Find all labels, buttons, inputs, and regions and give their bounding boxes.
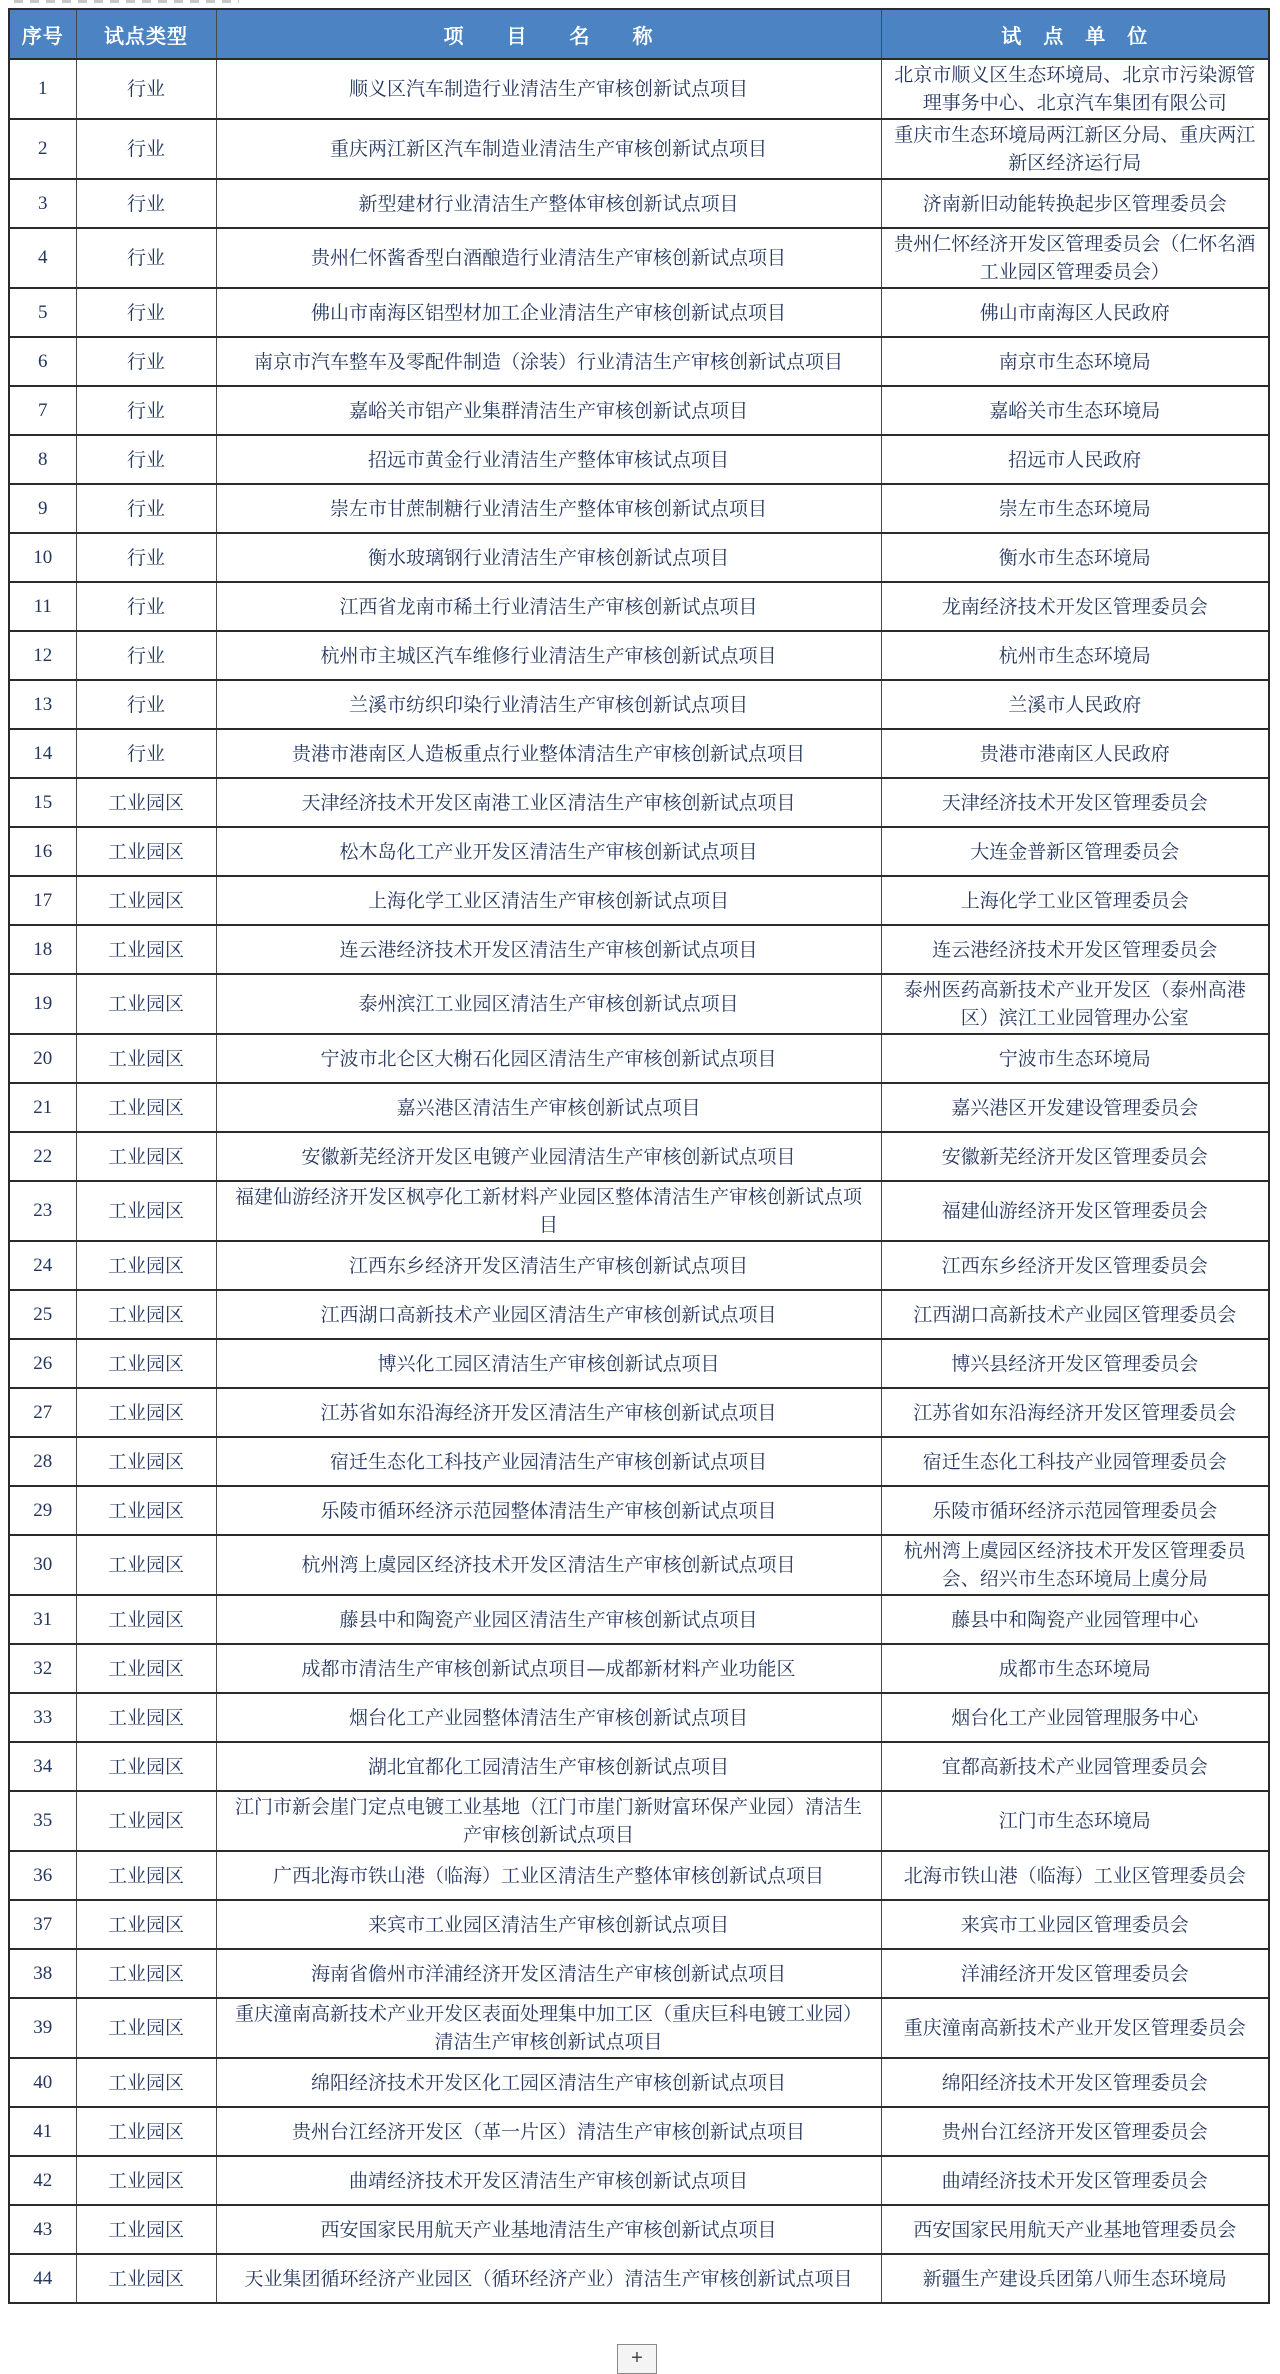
cell-pilot-unit: 江西东乡经济开发区管理委员会 [881, 1241, 1269, 1290]
table-row [9, 974, 1269, 1034]
cell-row-number: 38 [9, 1949, 76, 1998]
cell-pilot-unit: 大连金普新区管理委员会 [881, 827, 1269, 876]
cell-pilot-unit: 泰州医药高新技术产业开发区（泰州高港区）滨江工业园管理办公室 [881, 974, 1269, 1034]
table-row [9, 2107, 1269, 2156]
cell-project-name: 重庆潼南高新技术产业开发区表面处理集中加工区（重庆巨科电镀工业园）清洁生产审核创新试点项目 [216, 1998, 881, 2058]
table-row [9, 729, 1269, 778]
table-row [9, 1949, 1269, 1998]
cell-project-name: 湖北宜都化工园清洁生产审核创新试点项目 [216, 1742, 881, 1791]
table-row [9, 1595, 1269, 1644]
cell-pilot-unit: 嘉峪关市生态环境局 [881, 386, 1269, 435]
cell-pilot-type: 工业园区 [76, 1535, 216, 1595]
cell-pilot-type: 工业园区 [76, 1851, 216, 1900]
cell-row-number: 23 [9, 1181, 76, 1241]
cell-pilot-unit: 杭州市生态环境局 [881, 631, 1269, 680]
table-row [9, 435, 1269, 484]
cell-pilot-unit: 衡水市生态环境局 [881, 533, 1269, 582]
cell-row-number: 3 [9, 179, 76, 228]
table-row [9, 1388, 1269, 1437]
cell-pilot-type: 工业园区 [76, 2058, 216, 2107]
cell-pilot-type: 工业园区 [76, 2107, 216, 2156]
cell-row-number: 19 [9, 974, 76, 1034]
cell-pilot-unit: 重庆市生态环境局两江新区分局、重庆两江新区经济运行局 [881, 119, 1269, 179]
cell-row-number: 33 [9, 1693, 76, 1742]
cell-project-name: 杭州湾上虞园区经济技术开发区清洁生产审核创新试点项目 [216, 1535, 881, 1595]
cell-project-name: 顺义区汽车制造行业清洁生产审核创新试点项目 [216, 59, 881, 119]
cell-row-number: 35 [9, 1791, 76, 1851]
cell-row-number: 7 [9, 386, 76, 435]
cell-project-name: 贵州台江经济开发区（革一片区）清洁生产审核创新试点项目 [216, 2107, 881, 2156]
pilot-project-table [8, 8, 1270, 2304]
table-row [9, 337, 1269, 386]
cell-project-name: 重庆两江新区汽车制造业清洁生产审核创新试点项目 [216, 119, 881, 179]
cell-project-name: 海南省儋州市洋浦经济开发区清洁生产审核创新试点项目 [216, 1949, 881, 1998]
cell-pilot-type: 工业园区 [76, 2205, 216, 2254]
cell-pilot-type: 行业 [76, 533, 216, 582]
table-row [9, 1290, 1269, 1339]
cell-row-number: 6 [9, 337, 76, 386]
table-body [9, 59, 1269, 2303]
cell-pilot-unit: 兰溪市人民政府 [881, 680, 1269, 729]
cell-pilot-unit: 江苏省如东沿海经济开发区管理委员会 [881, 1388, 1269, 1437]
cell-pilot-type: 工业园区 [76, 827, 216, 876]
table-row [9, 1851, 1269, 1900]
cell-row-number: 15 [9, 778, 76, 827]
table-row [9, 680, 1269, 729]
cell-project-name: 绵阳经济技术开发区化工园区清洁生产审核创新试点项目 [216, 2058, 881, 2107]
table-row [9, 1132, 1269, 1181]
cell-pilot-type: 工业园区 [76, 1388, 216, 1437]
cell-project-name: 天业集团循环经济产业园区（循环经济产业）清洁生产审核创新试点项目 [216, 2254, 881, 2303]
cell-project-name: 天津经济技术开发区南港工业区清洁生产审核创新试点项目 [216, 778, 881, 827]
cell-row-number: 32 [9, 1644, 76, 1693]
cell-pilot-unit: 福建仙游经济开发区管理委员会 [881, 1181, 1269, 1241]
cell-row-number: 25 [9, 1290, 76, 1339]
cell-pilot-type: 工业园区 [76, 1034, 216, 1083]
table-row [9, 288, 1269, 337]
cell-project-name: 泰州滨江工业园区清洁生产审核创新试点项目 [216, 974, 881, 1034]
cell-row-number: 41 [9, 2107, 76, 2156]
cell-pilot-type: 工业园区 [76, 778, 216, 827]
cell-row-number: 27 [9, 1388, 76, 1437]
cell-pilot-unit: 天津经济技术开发区管理委员会 [881, 778, 1269, 827]
cell-pilot-type: 工业园区 [76, 1486, 216, 1535]
cell-row-number: 10 [9, 533, 76, 582]
cell-project-name: 安徽新芜经济开发区电镀产业园清洁生产审核创新试点项目 [216, 1132, 881, 1181]
cell-project-name: 南京市汽车整车及零配件制造（涂装）行业清洁生产审核创新试点项目 [216, 337, 881, 386]
cell-pilot-type: 工业园区 [76, 1949, 216, 1998]
cell-pilot-type: 工业园区 [76, 1998, 216, 2058]
table-row [9, 1181, 1269, 1241]
table-row [9, 1486, 1269, 1535]
cell-row-number: 13 [9, 680, 76, 729]
table-row [9, 1791, 1269, 1851]
table-row [9, 2254, 1269, 2303]
cell-project-name: 连云港经济技术开发区清洁生产审核创新试点项目 [216, 925, 881, 974]
cell-project-name: 崇左市甘蔗制糖行业清洁生产整体审核创新试点项目 [216, 484, 881, 533]
cell-project-name: 松木岛化工产业开发区清洁生产审核创新试点项目 [216, 827, 881, 876]
cell-row-number: 28 [9, 1437, 76, 1486]
cell-pilot-unit: 嘉兴港区开发建设管理委员会 [881, 1083, 1269, 1132]
cell-pilot-unit: 烟台化工产业园管理服务中心 [881, 1693, 1269, 1742]
cell-pilot-type: 行业 [76, 631, 216, 680]
cell-row-number: 43 [9, 2205, 76, 2254]
cell-pilot-unit: 招远市人民政府 [881, 435, 1269, 484]
cell-project-name: 烟台化工产业园整体清洁生产审核创新试点项目 [216, 1693, 881, 1742]
cell-pilot-unit: 佛山市南海区人民政府 [881, 288, 1269, 337]
cell-project-name: 福建仙游经济开发区枫亭化工新材料产业园区整体清洁生产审核创新试点项目 [216, 1181, 881, 1241]
cell-row-number: 39 [9, 1998, 76, 2058]
table-row [9, 1034, 1269, 1083]
cell-pilot-type: 工业园区 [76, 1437, 216, 1486]
cell-pilot-type: 行业 [76, 337, 216, 386]
cell-project-name: 贵港市港南区人造板重点行业整体清洁生产审核创新试点项目 [216, 729, 881, 778]
cell-row-number: 44 [9, 2254, 76, 2303]
cell-pilot-unit: 新疆生产建设兵团第八师生态环境局 [881, 2254, 1269, 2303]
table-row [9, 2058, 1269, 2107]
header-cell-no: 序号 [9, 9, 76, 59]
cell-pilot-unit: 藤县中和陶瓷产业园管理中心 [881, 1595, 1269, 1644]
table-row [9, 2205, 1269, 2254]
header-cell-type: 试点类型 [76, 9, 216, 59]
cell-project-name: 曲靖经济技术开发区清洁生产审核创新试点项目 [216, 2156, 881, 2205]
cell-row-number: 36 [9, 1851, 76, 1900]
cell-project-name: 江门市新会崖门定点电镀工业基地（江门市崖门新财富环保产业园）清洁生产审核创新试点项目 [216, 1791, 881, 1851]
cell-row-number: 20 [9, 1034, 76, 1083]
cell-pilot-type: 工业园区 [76, 925, 216, 974]
cell-pilot-unit: 博兴县经济开发区管理委员会 [881, 1339, 1269, 1388]
cell-pilot-type: 行业 [76, 59, 216, 119]
cell-pilot-type: 工业园区 [76, 1900, 216, 1949]
cell-project-name: 藤县中和陶瓷产业园区清洁生产审核创新试点项目 [216, 1595, 881, 1644]
cell-pilot-type: 行业 [76, 729, 216, 778]
table-row [9, 1339, 1269, 1388]
cell-project-name: 成都市清洁生产审核创新试点项目—成都新材料产业功能区 [216, 1644, 881, 1693]
table-row [9, 631, 1269, 680]
table-row [9, 1900, 1269, 1949]
header-cell-project: 项 目 名 称 [216, 9, 881, 59]
cell-project-name: 博兴化工园区清洁生产审核创新试点项目 [216, 1339, 881, 1388]
cell-pilot-unit: 成都市生态环境局 [881, 1644, 1269, 1693]
cell-row-number: 18 [9, 925, 76, 974]
cell-pilot-unit: 北海市铁山港（临海）工业区管理委员会 [881, 1851, 1269, 1900]
cell-pilot-unit: 来宾市工业园区管理委员会 [881, 1900, 1269, 1949]
table-row [9, 2156, 1269, 2205]
table-row [9, 59, 1269, 119]
cell-pilot-unit: 连云港经济技术开发区管理委员会 [881, 925, 1269, 974]
cell-project-name: 江西湖口高新技术产业园区清洁生产审核创新试点项目 [216, 1290, 881, 1339]
cell-pilot-type: 工业园区 [76, 1083, 216, 1132]
table-row [9, 582, 1269, 631]
cell-pilot-unit: 龙南经济技术开发区管理委员会 [881, 582, 1269, 631]
cell-pilot-type: 工业园区 [76, 1791, 216, 1851]
cell-pilot-type: 工业园区 [76, 1132, 216, 1181]
cell-pilot-type: 工业园区 [76, 974, 216, 1034]
cell-row-number: 1 [9, 59, 76, 119]
cell-project-name: 宁波市北仑区大榭石化园区清洁生产审核创新试点项目 [216, 1034, 881, 1083]
cell-pilot-unit: 江西湖口高新技术产业园区管理委员会 [881, 1290, 1269, 1339]
table-row [9, 1437, 1269, 1486]
table-row [9, 1241, 1269, 1290]
cell-row-number: 5 [9, 288, 76, 337]
cell-pilot-type: 工业园区 [76, 2156, 216, 2205]
table-row [9, 827, 1269, 876]
cell-pilot-type: 工业园区 [76, 1644, 216, 1693]
cell-pilot-type: 工业园区 [76, 1595, 216, 1644]
table-row [9, 228, 1269, 288]
cell-project-name: 嘉兴港区清洁生产审核创新试点项目 [216, 1083, 881, 1132]
table-row [9, 484, 1269, 533]
cell-row-number: 37 [9, 1900, 76, 1949]
table-row [9, 179, 1269, 228]
cell-pilot-unit: 崇左市生态环境局 [881, 484, 1269, 533]
cell-pilot-unit: 安徽新芜经济开发区管理委员会 [881, 1132, 1269, 1181]
cell-pilot-unit: 乐陵市循环经济示范园管理委员会 [881, 1486, 1269, 1535]
cell-project-name: 江苏省如东沿海经济开发区清洁生产审核创新试点项目 [216, 1388, 881, 1437]
cell-row-number: 8 [9, 435, 76, 484]
cell-project-name: 上海化学工业区清洁生产审核创新试点项目 [216, 876, 881, 925]
cell-pilot-unit: 贵州仁怀经济开发区管理委员会（仁怀名酒工业园区管理委员会） [881, 228, 1269, 288]
cell-pilot-type: 工业园区 [76, 1290, 216, 1339]
cell-project-name: 新型建材行业清洁生产整体审核创新试点项目 [216, 179, 881, 228]
cell-pilot-unit: 宿迁生态化工科技产业园管理委员会 [881, 1437, 1269, 1486]
table-row [9, 1998, 1269, 2058]
cell-project-name: 宿迁生态化工科技产业园清洁生产审核创新试点项目 [216, 1437, 881, 1486]
cell-row-number: 24 [9, 1241, 76, 1290]
cell-pilot-type: 工业园区 [76, 876, 216, 925]
cell-pilot-unit: 宁波市生态环境局 [881, 1034, 1269, 1083]
header-cell-unit: 试 点 单 位 [881, 9, 1269, 59]
cell-pilot-unit: 西安国家民用航天产业基地管理委员会 [881, 2205, 1269, 2254]
cell-pilot-unit: 北京市顺义区生态环境局、北京市污染源管理事务中心、北京汽车集团有限公司 [881, 59, 1269, 119]
cell-pilot-unit: 洋浦经济开发区管理委员会 [881, 1949, 1269, 1998]
cell-pilot-unit: 济南新旧动能转换起步区管理委员会 [881, 179, 1269, 228]
table-row [9, 1535, 1269, 1595]
zoom-in-button[interactable]: + [617, 2344, 657, 2374]
cell-row-number: 40 [9, 2058, 76, 2107]
cell-row-number: 22 [9, 1132, 76, 1181]
cell-row-number: 17 [9, 876, 76, 925]
cell-row-number: 16 [9, 827, 76, 876]
cell-project-name: 嘉峪关市铝产业集群清洁生产审核创新试点项目 [216, 386, 881, 435]
table-row [9, 1644, 1269, 1693]
cell-pilot-type: 工业园区 [76, 2254, 216, 2303]
table-row [9, 119, 1269, 179]
cell-row-number: 30 [9, 1535, 76, 1595]
cell-pilot-type: 行业 [76, 484, 216, 533]
cell-project-name: 招远市黄金行业清洁生产整体审核试点项目 [216, 435, 881, 484]
cell-pilot-type: 工业园区 [76, 1181, 216, 1241]
cell-pilot-unit: 曲靖经济技术开发区管理委员会 [881, 2156, 1269, 2205]
cut-off-text-remnant [14, 0, 239, 3]
cell-pilot-type: 行业 [76, 228, 216, 288]
cell-project-name: 来宾市工业园区清洁生产审核创新试点项目 [216, 1900, 881, 1949]
table-header [9, 9, 1269, 59]
table-row [9, 1742, 1269, 1791]
cell-row-number: 12 [9, 631, 76, 680]
cell-pilot-type: 行业 [76, 288, 216, 337]
cell-pilot-unit: 江门市生态环境局 [881, 1791, 1269, 1851]
cell-row-number: 9 [9, 484, 76, 533]
header-row [9, 9, 1269, 59]
cell-row-number: 2 [9, 119, 76, 179]
cell-project-name: 江西东乡经济开发区清洁生产审核创新试点项目 [216, 1241, 881, 1290]
cell-pilot-type: 行业 [76, 680, 216, 729]
cell-row-number: 21 [9, 1083, 76, 1132]
cell-pilot-type: 行业 [76, 582, 216, 631]
cell-pilot-unit: 绵阳经济技术开发区管理委员会 [881, 2058, 1269, 2107]
cell-project-name: 佛山市南海区铝型材加工企业清洁生产审核创新试点项目 [216, 288, 881, 337]
cell-row-number: 11 [9, 582, 76, 631]
cell-pilot-type: 行业 [76, 179, 216, 228]
cell-row-number: 26 [9, 1339, 76, 1388]
cell-pilot-unit: 南京市生态环境局 [881, 337, 1269, 386]
cell-pilot-type: 工业园区 [76, 1693, 216, 1742]
cell-project-name: 兰溪市纺织印染行业清洁生产审核创新试点项目 [216, 680, 881, 729]
cell-pilot-type: 工业园区 [76, 1742, 216, 1791]
cell-pilot-unit: 上海化学工业区管理委员会 [881, 876, 1269, 925]
cell-row-number: 4 [9, 228, 76, 288]
cell-project-name: 江西省龙南市稀土行业清洁生产审核创新试点项目 [216, 582, 881, 631]
cell-row-number: 29 [9, 1486, 76, 1535]
cell-project-name: 衡水玻璃钢行业清洁生产审核创新试点项目 [216, 533, 881, 582]
cell-pilot-unit: 重庆潼南高新技术产业开发区管理委员会 [881, 1998, 1269, 2058]
table-row [9, 386, 1269, 435]
cell-pilot-type: 工业园区 [76, 1339, 216, 1388]
cell-pilot-type: 工业园区 [76, 1241, 216, 1290]
cell-project-name: 贵州仁怀酱香型白酒酿造行业清洁生产审核创新试点项目 [216, 228, 881, 288]
cell-row-number: 31 [9, 1595, 76, 1644]
cell-pilot-unit: 贵港市港南区人民政府 [881, 729, 1269, 778]
cell-project-name: 乐陵市循环经济示范园整体清洁生产审核创新试点项目 [216, 1486, 881, 1535]
table-row [9, 925, 1269, 974]
cell-pilot-unit: 贵州台江经济开发区管理委员会 [881, 2107, 1269, 2156]
table-row [9, 1693, 1269, 1742]
cell-pilot-type: 行业 [76, 435, 216, 484]
cell-pilot-unit: 宜都高新技术产业园管理委员会 [881, 1742, 1269, 1791]
table-row [9, 778, 1269, 827]
table-row [9, 876, 1269, 925]
cell-row-number: 42 [9, 2156, 76, 2205]
cell-project-name: 杭州市主城区汽车维修行业清洁生产审核创新试点项目 [216, 631, 881, 680]
cell-pilot-type: 行业 [76, 386, 216, 435]
cell-row-number: 34 [9, 1742, 76, 1791]
cell-project-name: 广西北海市铁山港（临海）工业区清洁生产整体审核创新试点项目 [216, 1851, 881, 1900]
cell-row-number: 14 [9, 729, 76, 778]
cell-pilot-type: 行业 [76, 119, 216, 179]
cell-project-name: 西安国家民用航天产业基地清洁生产审核创新试点项目 [216, 2205, 881, 2254]
table-row [9, 1083, 1269, 1132]
cell-pilot-unit: 杭州湾上虞园区经济技术开发区管理委员会、绍兴市生态环境局上虞分局 [881, 1535, 1269, 1595]
table-row [9, 533, 1269, 582]
